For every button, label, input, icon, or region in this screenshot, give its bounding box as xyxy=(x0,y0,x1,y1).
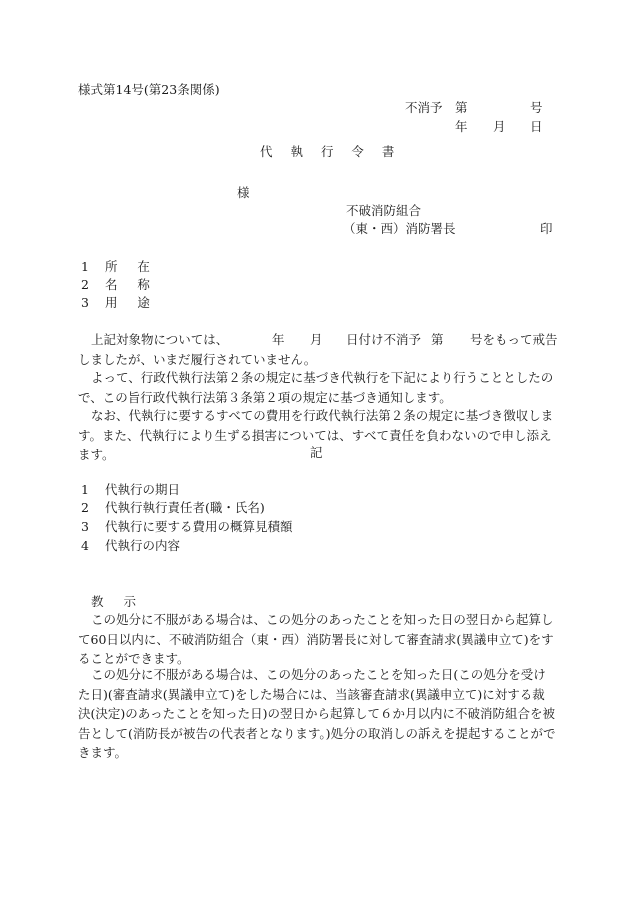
body-paragraph-3: なお、代執行に要するすべての費用を行政代執行法第２条の規定に基づき徴収します。また、代執行により生ずる損害については、すべて責任を負わないので申し添えます。 xyxy=(78,408,554,462)
property-item-num: 2 xyxy=(81,277,89,292)
addressee-suffix: 様 xyxy=(237,185,250,200)
list-item-num: 2 xyxy=(81,500,89,515)
doc-number-go: 号 xyxy=(530,100,543,115)
property-item xyxy=(81,258,158,275)
notice-heading: 教 示 xyxy=(91,594,144,609)
list-item xyxy=(81,537,180,554)
date-year: 年 xyxy=(455,119,468,134)
list-item-num: 3 xyxy=(81,519,89,534)
list-item-text: 代執行執行責任者(職・氏名) xyxy=(104,500,265,515)
ki-heading: 記 xyxy=(310,445,323,460)
property-item-label: 所 在 xyxy=(104,259,158,274)
property-item-label: 名 称 xyxy=(104,277,158,292)
notice-paragraph-1: この処分に不服がある場合は、この処分のあったことを知った日の翌日から起算して60日以内に、不破消防組合（東・西）消防署長に対して審査請求(異議申立て)をすることができます。 xyxy=(78,612,554,666)
body-p1-part: 日付け不消予 xyxy=(346,332,422,347)
list-item xyxy=(81,481,180,498)
property-item xyxy=(81,294,158,311)
issuer-org: 不破消防組合 xyxy=(346,203,422,218)
list-item xyxy=(81,499,265,516)
property-item-num: 1 xyxy=(81,259,89,274)
doc-number-dai: 第 xyxy=(455,100,468,115)
list-item-text: 代執行の内容 xyxy=(104,538,180,553)
form-label: 様式第14号(第23条関係) xyxy=(78,82,220,97)
notice-paragraph-2: この処分に不服がある場合は、この処分のあったことを知った日(この処分を受けた日)(審査請求(異議申立て)をした場合には、当該審査請求(異議申立て)に対する裁決(決定)のあったことを知った日)の翌日から起算して６か月以内に不破消防組合を被告として(消防長が被告の代表者となります。)処分の取消しの訴えを提起することができます。 xyxy=(78,667,556,760)
doc-number-prefix: 不消予 xyxy=(405,100,443,115)
body-paragraph-2: よって、行政代執行法第２条の規定に基づき代執行を下記により行うこととしたので、この旨行政代執行法第３条第２項の規定に基づき通知します。 xyxy=(78,370,554,405)
issuer-position: （東・西）消防署長 xyxy=(343,221,456,236)
property-item-num: 3 xyxy=(81,295,89,310)
property-item-label: 用 途 xyxy=(104,295,158,310)
list-item-text: 代執行の期日 xyxy=(104,482,180,497)
list-item-text: 代執行に要する費用の概算見積額 xyxy=(104,519,293,534)
body-p1-part: 月 xyxy=(310,332,323,347)
date-day: 日 xyxy=(530,119,543,134)
body-p1-part: 年 xyxy=(272,332,285,347)
body-p1-part: 第 xyxy=(431,332,444,347)
body-p1-part: 上記対象物については、 xyxy=(91,332,229,347)
body-p1-line2: しましたが、いまだ履行されていません。 xyxy=(78,352,317,367)
list-item xyxy=(81,518,292,535)
list-item-num: 4 xyxy=(81,538,89,553)
list-item-num: 1 xyxy=(81,482,89,497)
document-title: 代 執 行 令 書 xyxy=(260,144,402,159)
date-month: 月 xyxy=(493,119,506,134)
body-p1-part: 号をもって戒告 xyxy=(470,332,558,347)
property-item xyxy=(81,276,158,293)
seal-mark: 印 xyxy=(540,221,553,236)
